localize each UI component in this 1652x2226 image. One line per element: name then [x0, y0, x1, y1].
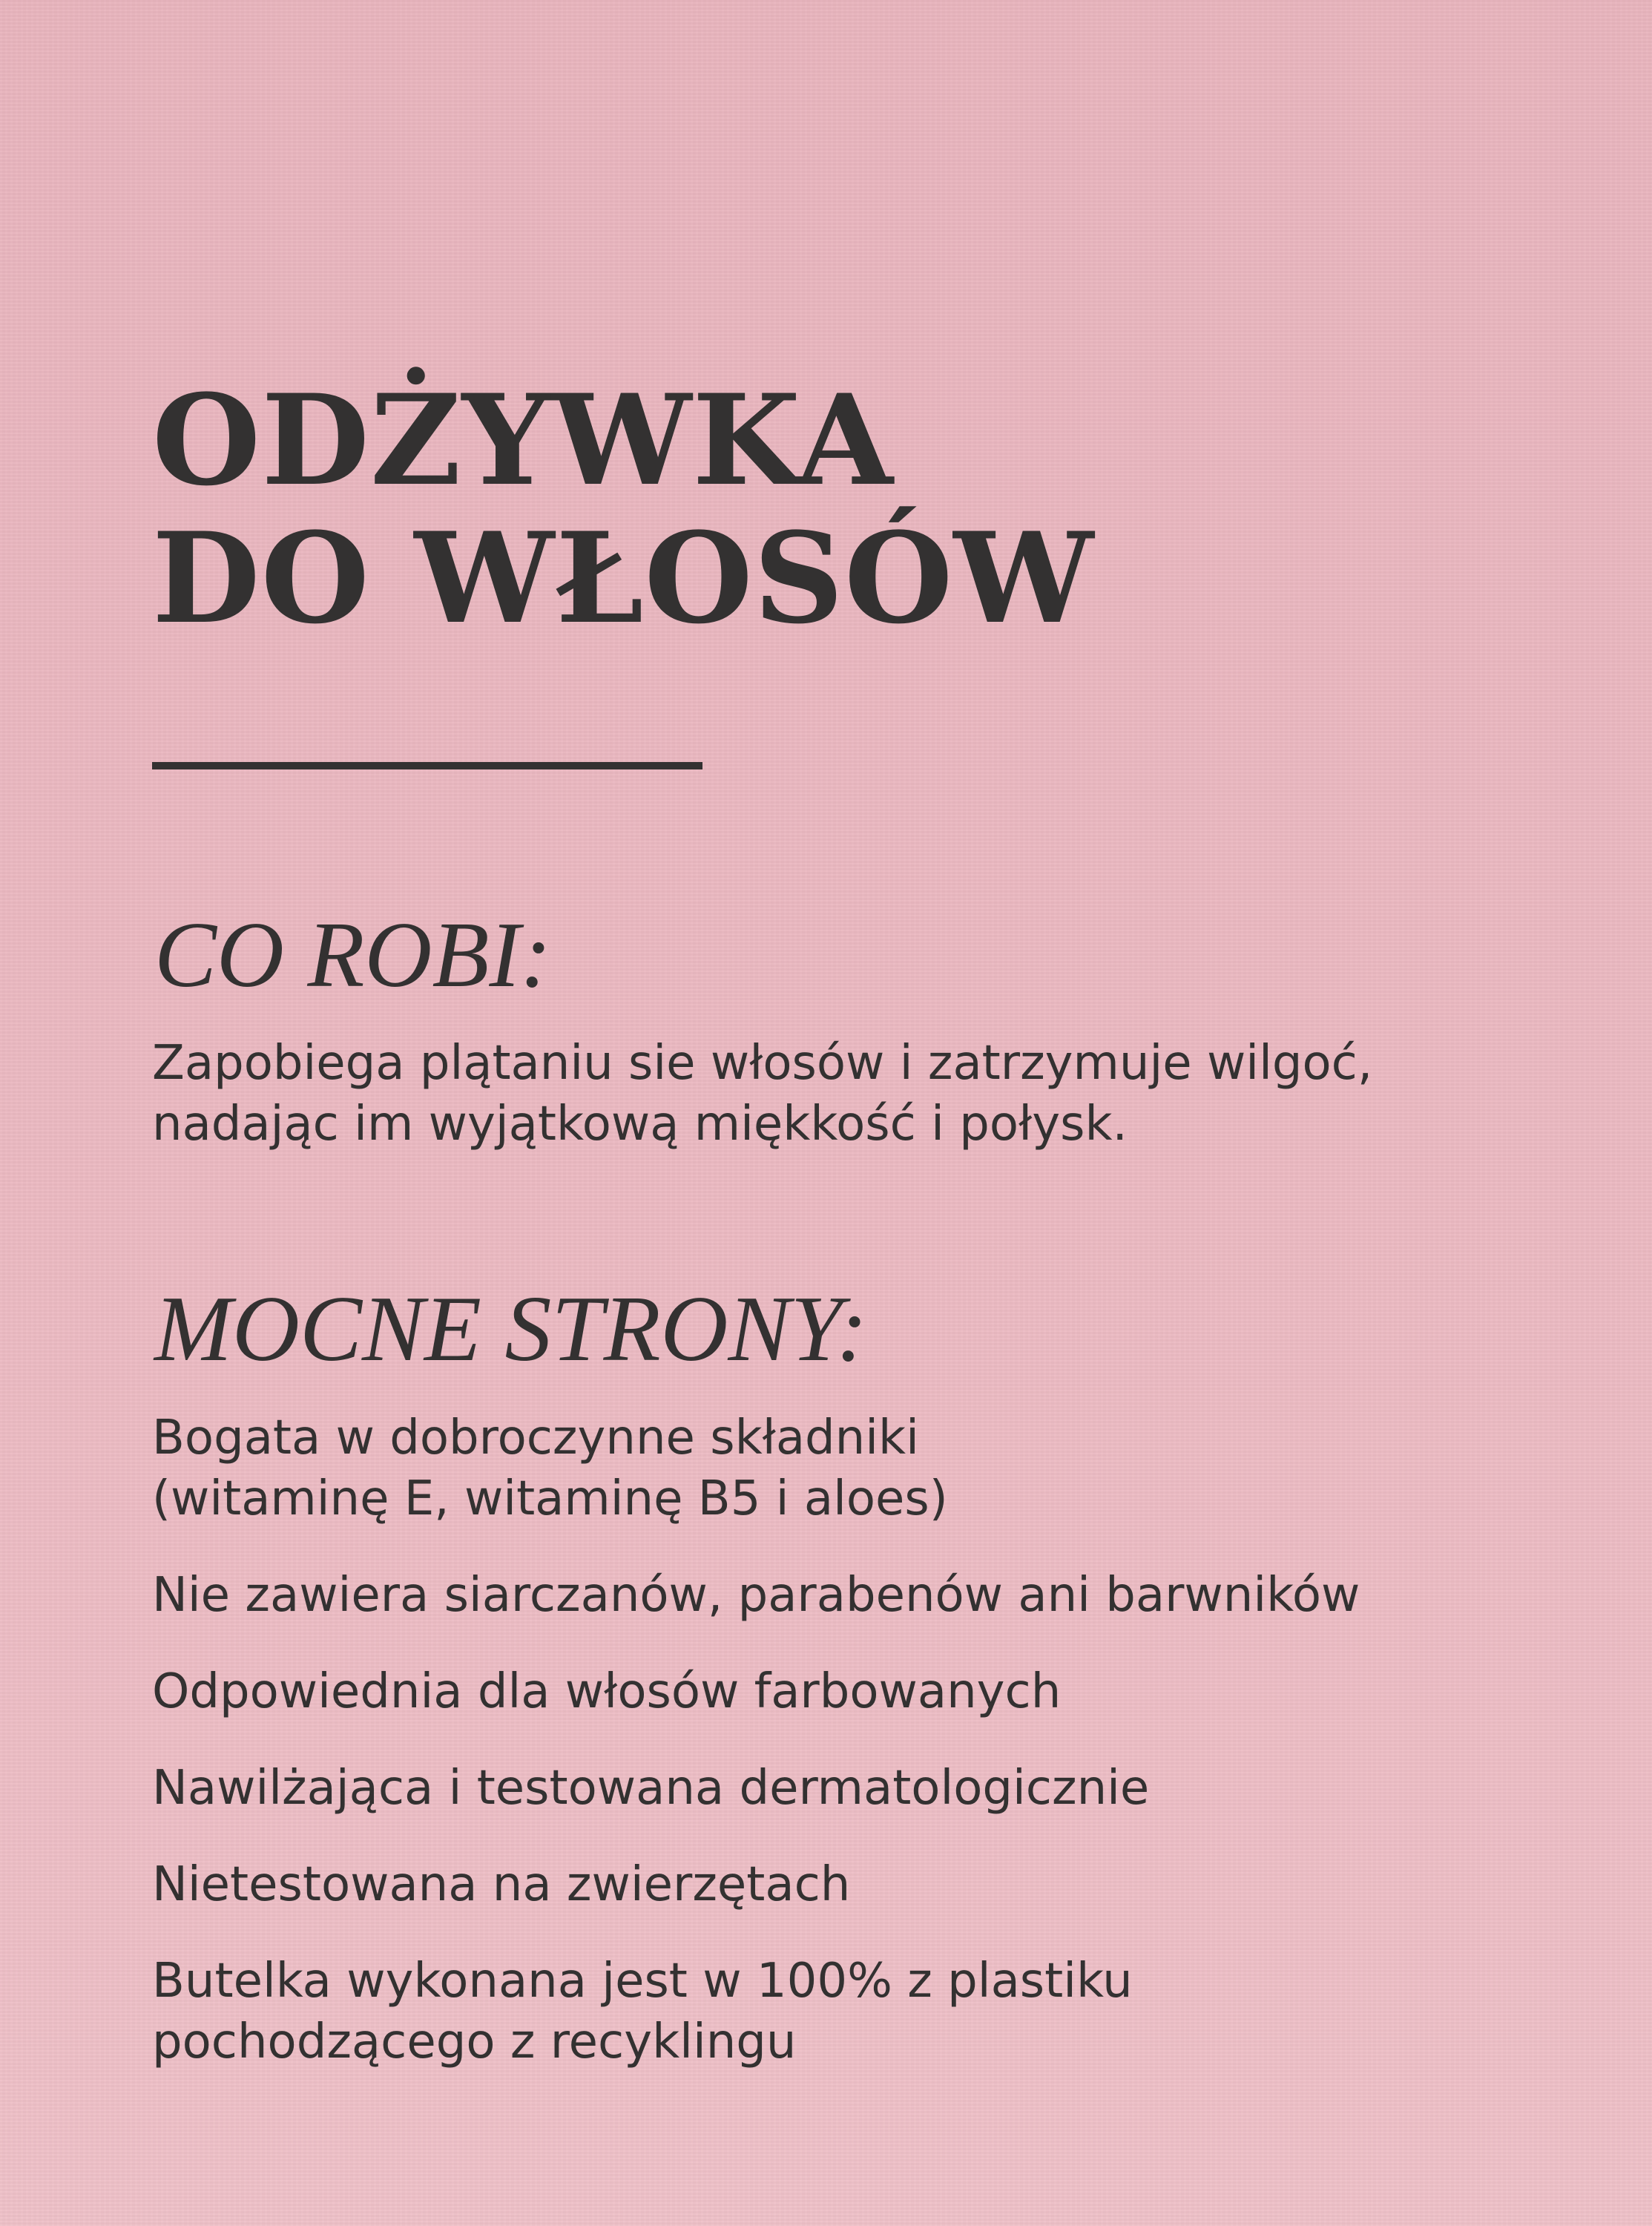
list-item-line: Nawilżająca i testowana dermatologicznie	[152, 1761, 1150, 1816]
list-item	[152, 1408, 1524, 1529]
list-item-line: pochodzącego z recyklingu	[152, 2015, 797, 2069]
list-item-line: Bogata w dobroczynne składniki	[152, 1411, 919, 1465]
what-it-does-text	[152, 1033, 1487, 1155]
list-item	[152, 1854, 1524, 1915]
strengths-heading: MOCNE STRONY:	[154, 1278, 868, 1381]
title-line-2: DO WŁOSÓW	[152, 505, 1095, 651]
what-it-does-line-2: nadając im wyjątkową miękkość i połysk.	[152, 1097, 1128, 1152]
what-it-does-heading: CO ROBI:	[154, 904, 552, 1007]
list-item	[152, 1565, 1524, 1626]
list-item-line: Butelka wykonana jest w 100% z plastiku	[152, 1954, 1133, 2009]
list-item-line: Nie zawiera siarczanów, parabenów ani barwników	[152, 1568, 1360, 1623]
title-divider	[152, 762, 702, 769]
list-item	[152, 1758, 1524, 1819]
title-line-1: ODŻYWKA	[152, 367, 894, 513]
strengths-list	[152, 1408, 1524, 2108]
list-item-line: Nietestowana na zwierzętach	[152, 1857, 851, 1912]
what-it-does-line-1: Zapobiega plątaniu sie włosów i zatrzymuje wilgoć,	[152, 1036, 1373, 1091]
list-item	[152, 1951, 1524, 2072]
list-item-line: (witaminę E, witaminę B5 i aloes)	[152, 1471, 948, 1526]
list-item-line: Odpowiednia dla włosów farbowanych	[152, 1664, 1062, 1719]
list-item	[152, 1661, 1524, 1722]
page-title	[152, 367, 1095, 651]
